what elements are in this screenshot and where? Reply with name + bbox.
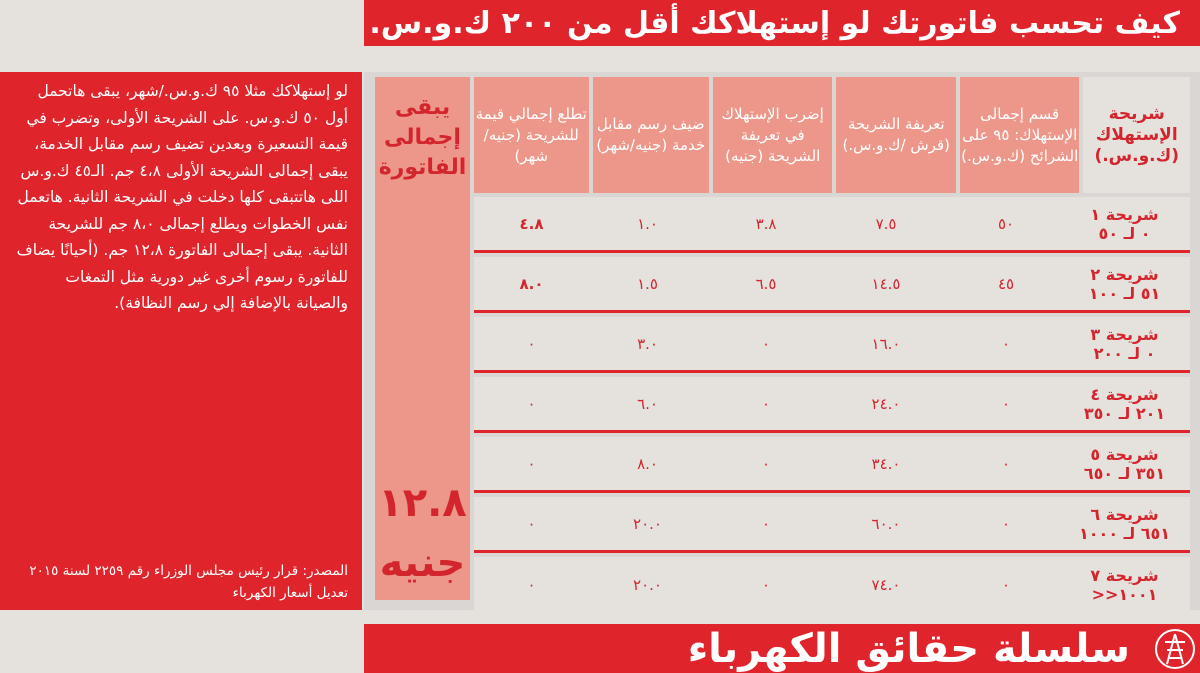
rate-cell: ١٦.٠ [871,334,901,353]
power-tower-icon [1155,628,1195,670]
tier-range: ٣٥١ لـ ٦٥٠ [1083,463,1166,483]
tier-label [1066,317,1183,370]
tier-name: شريحة ٥ [1090,444,1159,464]
tier-total-cell: ٠ [527,334,536,353]
page-title: كيف تحسب فاتورتك لو إستهلاكك أقل من ٢٠٠ ك.و.س. [369,5,1180,41]
table-row [474,317,1190,373]
split-cell: ٠ [1001,454,1011,473]
tier-total-cell: ٠ [527,454,536,473]
fee-cell: ٦.٠ [637,394,658,413]
tier-name: شريحة ٧ [1090,566,1159,585]
tier-range: ٦٥١ لـ ١٠٠٠ [1079,523,1170,543]
tier-range: ٠ لـ ٥٠ [1098,223,1151,243]
tier-range: ٢٠١ لـ ٣٥٠ [1083,403,1166,423]
fee-cell: ١.٠ [637,214,658,233]
tier-name: شريحة ٢ [1090,264,1159,284]
header-multiply: إضرب الإستهلاك في تعريفة الشريحة (جنيه) [713,77,832,193]
series-title: سلسلة حقائق الكهرباء [687,626,1130,672]
tier-range: ١٠٠١<< [1091,585,1158,604]
bill-total-unit: جنيه [379,540,466,586]
multiply-cell: ٠ [761,334,771,353]
header-split: قسم إجمالى الإستهلاك: ٩٥ على الشرائح (ك.و.س.) [960,77,1079,193]
tier-label [1066,497,1183,550]
bill-total-header: يبقى إجمالى الفاتورة [378,95,467,180]
rate-cell: ٣٤.٠ [871,454,901,473]
split-cell: ٠ [1001,334,1011,353]
table-row [474,377,1190,433]
fee-cell: ٨.٠ [637,454,658,473]
tier-name: شريحة ٣ [1090,324,1159,344]
tier-label [1066,437,1183,490]
tariff-table [364,72,1200,610]
footer-left [0,624,364,673]
split-cell: ٠ [1001,394,1011,413]
rate-cell: ٧.٥ [875,214,897,233]
multiply-cell: ٣.٨ [755,214,777,233]
header-fee: ضيف رسم مقابل خدمة (جنيه/شهر) [593,77,710,193]
split-cell: ٥٠ [997,214,1015,233]
table-row [474,257,1190,313]
header-rate: تعريفة الشريحة (قرش /ك.و.س.) [836,77,955,193]
tier-name: شريحة ١ [1090,204,1159,224]
table-row [474,197,1190,253]
explanation-panel [0,72,362,610]
table-row [474,437,1190,493]
table-header-row [474,77,1190,193]
tier-range: ٥١ لـ ١٠٠ [1088,283,1161,303]
title-bar [364,0,1200,46]
tier-name: شريحة ٤ [1090,384,1159,404]
rate-cell: ٢٤.٠ [871,394,901,413]
tier-range: ٠ لـ ٢٠٠ [1093,343,1156,363]
split-cell: ٤٥ [997,274,1015,293]
header-tier-total: تطلع إجمالي قيمة للشريحة (جنيه/شهر) [474,77,589,193]
split-cell: ٠ [1001,576,1011,594]
tier-total-cell: ٤.٨ [519,214,544,233]
tier-total-cell: ٠ [527,514,536,533]
explanation-text: لو إستهلاكك مثلا ٩٥ ك.و.س./شهر، يبقى هاتحمل أول ٥٠ ك.و.س. على الشريحة الأولى، وتضرب في قيمة التسعيرة وبعدين تضيف رسم مقابل الخدمة، يبقى إجمالى الشريحة الأولى ٤،٨ جم. الـ٤٥ ك.و.س اللى هاتتبقى كلها دخلت في الشريحة الثانية. هاتعمل نفس الخطوات ويطلع إجمالى ٨،٠ جم للشريحة الثانية. يبقى إجمالى الفاتورة ١٢،٨ جم. (أحيانًا يضاف للفاتورة رسوم أخرى غير دورية مثل التمغات والصيانة بالإضافة إلي رسم النظافة). [16,82,348,312]
multiply-cell: ٠ [761,576,771,594]
header-tier: شريحة الإستهلاك (ك.و.س.) [1083,77,1190,193]
multiply-cell: ٠ [761,454,771,473]
table-row [474,497,1190,553]
multiply-cell: ٦.٥ [755,274,777,293]
fee-cell: ٣.٠ [637,334,658,353]
footer-bar [364,624,1200,673]
source-note: المصدر: قرار رئيس مجلس الوزراء رقم ٢٢٥٩ لسنة ٢٠١٥ تعديل أسعار الكهرباء [29,563,348,601]
tier-label [1066,557,1183,613]
bill-total-value: ١٢.٨ [378,480,467,526]
tier-total-cell: ٠ [527,394,536,413]
tier-label [1066,257,1183,310]
rate-cell: ٧٤.٠ [871,576,901,594]
split-cell: ٠ [1001,514,1011,533]
tier-total-cell: ٨.٠ [519,274,544,293]
tier-total-cell: ٠ [527,576,536,594]
tariff-grid [474,77,1190,617]
multiply-cell: ٠ [761,394,771,413]
bill-total-column [375,77,470,600]
tier-name: شريحة ٦ [1090,504,1159,524]
rate-cell: ٦٠.٠ [871,514,901,533]
fee-cell: ٢٠.٠ [633,576,662,594]
table-row [474,557,1190,613]
fee-cell: ٢٠.٠ [633,514,662,533]
tier-label [1066,377,1183,430]
fee-cell: ١.٥ [637,274,658,293]
multiply-cell: ٠ [761,514,771,533]
tier-label [1066,197,1183,250]
rate-cell: ١٤.٥ [871,274,901,293]
